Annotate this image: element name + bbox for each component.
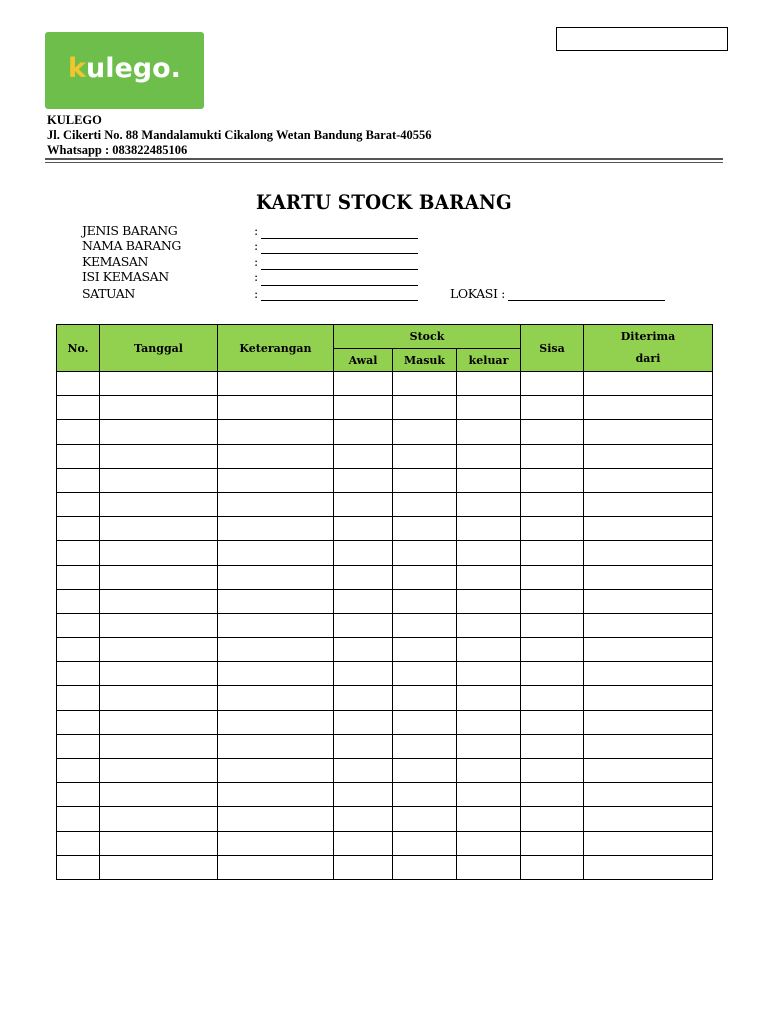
table-cell <box>57 831 100 855</box>
table-cell <box>57 492 100 516</box>
table-cell <box>334 468 393 492</box>
table-row <box>57 710 713 734</box>
table-cell <box>521 613 584 637</box>
document-title: KARTU STOCK BARANG <box>256 190 512 214</box>
header-divider-thin <box>45 162 723 163</box>
table-cell <box>521 807 584 831</box>
table-cell <box>393 710 457 734</box>
table-row <box>57 759 713 783</box>
header-sisa: Sisa <box>521 325 584 372</box>
table-cell <box>584 759 713 783</box>
header-diterima-line2: dari <box>635 352 661 365</box>
document-code-box <box>556 27 728 51</box>
table-cell <box>393 638 457 662</box>
table-cell <box>521 468 584 492</box>
table-cell <box>457 783 521 807</box>
table-cell <box>218 686 334 710</box>
table-cell <box>57 638 100 662</box>
table-cell <box>100 734 218 758</box>
table-cell <box>457 565 521 589</box>
company-address: Jl. Cikerti No. 88 Mandalamukti Cikalong Wetan Bandung Barat-40556 <box>47 128 432 142</box>
table-cell <box>100 468 218 492</box>
header-keluar: keluar <box>457 349 521 372</box>
table-cell <box>393 420 457 444</box>
table-cell <box>584 541 713 565</box>
table-cell <box>100 686 218 710</box>
table-cell <box>218 855 334 879</box>
table-cell <box>57 565 100 589</box>
table-cell <box>100 807 218 831</box>
table-cell <box>57 710 100 734</box>
table-cell <box>334 686 393 710</box>
table-row <box>57 589 713 613</box>
table-cell <box>100 565 218 589</box>
table-cell <box>584 710 713 734</box>
table-cell <box>218 589 334 613</box>
table-cell <box>57 686 100 710</box>
table-row <box>57 662 713 686</box>
field-blank-isi-kemasan <box>261 285 418 286</box>
table-cell <box>457 444 521 468</box>
table-cell <box>100 831 218 855</box>
table-cell <box>521 734 584 758</box>
table-cell <box>393 734 457 758</box>
table-cell <box>218 638 334 662</box>
field-label-kemasan: KEMASAN <box>82 254 149 269</box>
table-cell <box>457 492 521 516</box>
table-cell <box>457 710 521 734</box>
table-cell <box>218 783 334 807</box>
table-cell <box>218 734 334 758</box>
table-cell <box>57 734 100 758</box>
company-name: KULEGO <box>47 113 102 127</box>
table-cell <box>393 517 457 541</box>
table-row <box>57 638 713 662</box>
table-cell <box>100 444 218 468</box>
header-masuk: Masuk <box>393 349 457 372</box>
table-cell <box>393 541 457 565</box>
table-cell <box>457 541 521 565</box>
table-row <box>57 686 713 710</box>
field-label-satuan: SATUAN <box>82 286 135 301</box>
table-cell <box>334 807 393 831</box>
field-label-lokasi: LOKASI : <box>450 286 505 301</box>
table-row <box>57 783 713 807</box>
table-cell <box>218 541 334 565</box>
table-cell <box>100 492 218 516</box>
table-row <box>57 807 713 831</box>
table-cell <box>584 492 713 516</box>
table-cell <box>218 492 334 516</box>
table-cell <box>457 517 521 541</box>
table-cell <box>57 396 100 420</box>
table-cell <box>100 783 218 807</box>
field-blank-satuan <box>261 300 418 301</box>
field-colon: : <box>254 223 259 238</box>
table-cell <box>393 662 457 686</box>
header-no: No. <box>57 325 100 372</box>
table-cell <box>584 372 713 396</box>
table-cell <box>393 686 457 710</box>
table-cell <box>100 589 218 613</box>
table-cell <box>393 589 457 613</box>
table-cell <box>334 541 393 565</box>
table-cell <box>218 372 334 396</box>
table-cell <box>218 420 334 444</box>
table-cell <box>393 613 457 637</box>
table-cell <box>100 662 218 686</box>
table-cell <box>334 589 393 613</box>
table-row <box>57 468 713 492</box>
table-cell <box>457 372 521 396</box>
table-cell <box>57 783 100 807</box>
table-cell <box>521 492 584 516</box>
table-cell <box>57 807 100 831</box>
table-cell <box>584 734 713 758</box>
table-cell <box>584 565 713 589</box>
table-cell <box>457 686 521 710</box>
table-cell <box>584 517 713 541</box>
table-body <box>57 372 713 880</box>
table-cell <box>57 468 100 492</box>
table-cell <box>457 855 521 879</box>
table-row <box>57 565 713 589</box>
table-cell <box>393 492 457 516</box>
table-cell <box>521 565 584 589</box>
table-cell <box>57 517 100 541</box>
table-cell <box>334 420 393 444</box>
table-cell <box>334 759 393 783</box>
header-tanggal: Tanggal <box>100 325 218 372</box>
table-cell <box>521 396 584 420</box>
table-row <box>57 517 713 541</box>
table-cell <box>218 807 334 831</box>
table-cell <box>584 589 713 613</box>
table-cell <box>100 613 218 637</box>
table-cell <box>57 541 100 565</box>
table-cell <box>584 420 713 444</box>
table-cell <box>457 589 521 613</box>
table-cell <box>457 807 521 831</box>
field-blank-kemasan <box>261 269 418 270</box>
header-divider <box>45 158 723 160</box>
table-cell <box>100 710 218 734</box>
table-cell <box>57 855 100 879</box>
table-cell <box>521 444 584 468</box>
table-cell <box>393 565 457 589</box>
table-cell <box>57 613 100 637</box>
field-colon: : <box>254 269 259 284</box>
table-cell <box>457 613 521 637</box>
table-cell <box>584 686 713 710</box>
table-cell <box>584 855 713 879</box>
field-label-isi-kemasan: ISI KEMASAN <box>82 269 169 284</box>
table-cell <box>57 589 100 613</box>
table-cell <box>521 783 584 807</box>
field-label-nama-barang: NAMA BARANG <box>82 238 181 253</box>
table-cell <box>57 759 100 783</box>
table-cell <box>100 759 218 783</box>
table-row <box>57 831 713 855</box>
table-cell <box>457 734 521 758</box>
table-cell <box>584 468 713 492</box>
table-cell <box>457 420 521 444</box>
header-diterima-line1: Diterima <box>620 330 676 343</box>
table-cell <box>334 855 393 879</box>
table-cell <box>218 396 334 420</box>
table-cell <box>100 420 218 444</box>
table-cell <box>521 420 584 444</box>
table-cell <box>57 444 100 468</box>
table-cell <box>57 372 100 396</box>
table-cell <box>100 638 218 662</box>
table-cell <box>521 517 584 541</box>
table-row <box>57 613 713 637</box>
table-cell <box>334 638 393 662</box>
table-cell <box>218 831 334 855</box>
header-keterangan: Keterangan <box>218 325 334 372</box>
table-cell <box>218 565 334 589</box>
table-cell <box>584 396 713 420</box>
table-cell <box>334 831 393 855</box>
table-cell <box>521 638 584 662</box>
header-awal: Awal <box>334 349 393 372</box>
company-info <box>47 113 432 158</box>
field-colon: : <box>254 254 259 269</box>
table-cell <box>218 759 334 783</box>
table-cell <box>393 372 457 396</box>
table-cell <box>584 444 713 468</box>
table-cell <box>457 831 521 855</box>
table-cell <box>393 396 457 420</box>
table-row <box>57 444 713 468</box>
company-phone: Whatsapp : 083822485106 <box>47 143 188 157</box>
table-row <box>57 734 713 758</box>
table-cell <box>393 807 457 831</box>
table-row <box>57 541 713 565</box>
table-cell <box>218 468 334 492</box>
table-cell <box>334 396 393 420</box>
table-cell <box>218 662 334 686</box>
table-cell <box>100 541 218 565</box>
table-cell <box>457 396 521 420</box>
table-cell <box>584 831 713 855</box>
table-cell <box>521 855 584 879</box>
table-cell <box>57 662 100 686</box>
table-row <box>57 492 713 516</box>
table-cell <box>100 855 218 879</box>
table-row <box>57 855 713 879</box>
table-cell <box>393 468 457 492</box>
table-cell <box>334 710 393 734</box>
table-cell <box>334 662 393 686</box>
table-cell <box>457 662 521 686</box>
table-cell <box>393 783 457 807</box>
field-blank-jenis-barang <box>261 238 418 239</box>
table-cell <box>334 517 393 541</box>
table-cell <box>334 372 393 396</box>
table-cell <box>334 565 393 589</box>
table-row <box>57 396 713 420</box>
table-cell <box>584 662 713 686</box>
table-cell <box>100 372 218 396</box>
table-cell <box>334 444 393 468</box>
table-cell <box>457 759 521 783</box>
table-cell <box>100 396 218 420</box>
table-cell <box>57 420 100 444</box>
table-cell <box>584 783 713 807</box>
table-cell <box>457 468 521 492</box>
table-cell <box>218 444 334 468</box>
field-blank-nama-barang <box>261 253 418 254</box>
table-cell <box>521 686 584 710</box>
table-cell <box>457 638 521 662</box>
table-cell <box>218 710 334 734</box>
stock-card-table <box>56 324 713 880</box>
field-label-jenis-barang: JENIS BARANG <box>82 223 178 238</box>
table-cell <box>334 492 393 516</box>
table-cell <box>218 517 334 541</box>
table-cell <box>393 759 457 783</box>
table-cell <box>521 759 584 783</box>
table-cell <box>521 589 584 613</box>
table-cell <box>584 807 713 831</box>
table-cell <box>521 541 584 565</box>
table-cell <box>334 783 393 807</box>
table-cell <box>584 638 713 662</box>
table-cell <box>100 517 218 541</box>
logo-text: kulego. <box>68 53 181 84</box>
header-stock: Stock <box>334 325 521 349</box>
table-cell <box>393 855 457 879</box>
field-colon: : <box>254 286 259 301</box>
table-row <box>57 372 713 396</box>
table-cell <box>521 831 584 855</box>
table-cell <box>521 662 584 686</box>
table-cell <box>393 831 457 855</box>
table-cell <box>334 613 393 637</box>
table-cell <box>334 734 393 758</box>
field-colon: : <box>254 238 259 253</box>
header-diterima-dari <box>584 325 713 372</box>
table-cell <box>521 710 584 734</box>
table-cell <box>584 613 713 637</box>
company-logo <box>45 32 204 109</box>
table-cell <box>218 613 334 637</box>
field-blank-lokasi <box>508 300 665 301</box>
table-cell <box>521 372 584 396</box>
table-cell <box>393 444 457 468</box>
table-row <box>57 420 713 444</box>
